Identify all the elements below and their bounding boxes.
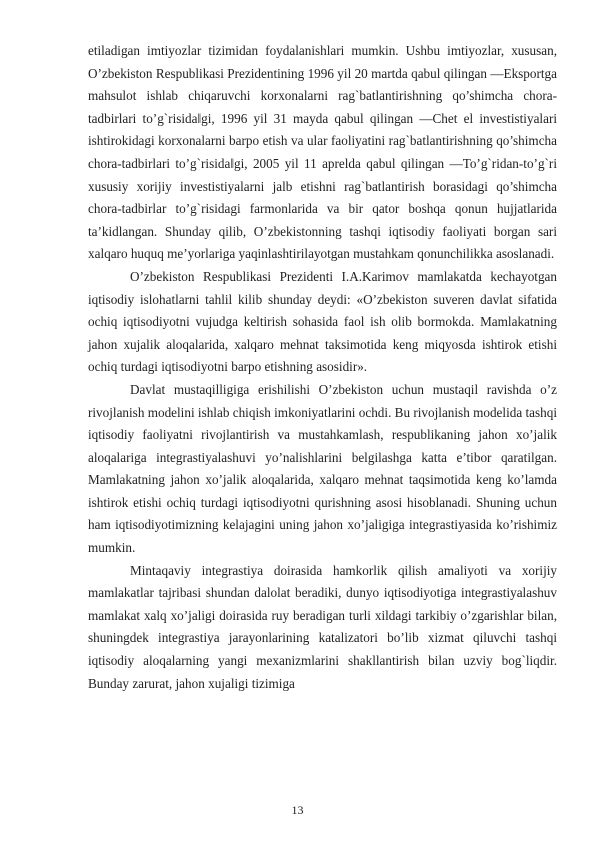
- document-body: [88, 40, 557, 695]
- paragraph-3: Davlat mustaqilligiga erishilishi O’zbekiston uchun mustaqil ravishda o’z rivojlanish modelini ishlab chiqish imkoniyatlarini ochdi. Bu rivojlanish modelida tashqi iqtisodiy faoliyatni rivojlantirish va mustahkamlash, respublikaning jahon xo’jalik aloqalariga integrastiyalashuvi yo’nalishlarini belgilashga katta e’tibor qaratilgan. Mamlakatning jahon xo’jalik aloqalarida, xalqaro mehnat taqsimotida keng ko’lamda ishtirok etishi ochiq turdagi iqtisodiyotni qurishning asosi hisoblanadi. Shuning uchun ham iqtisodiyotimizning kelajagini uning jahon xo’jaligiga integrastiyasida ko’rishimiz mumkin.: [88, 381, 557, 556]
- paragraph-1: etiladigan imtiyozlar tizimidan foydalanishlari mumkin. Ushbu imtiyozlar, xususan, O’zbekiston Respublikasi Prezidentining 1996 yil 20 martda qabul qilingan ―Eksportga mahsulot ishlab chiqaruvchi korxonalarni rag`batlantirishning qo’shimcha chora-tadbirlari to’g`risida‖gi, 1996 yil 31 mayda qabul qilingan ―Chet el investistiyalari ishtirokidagi korxonalarni barpo etish va ular faoliyatini rag`batlantirishning qo’shimcha chora-tadbirlari to’g`risida‖gi, 2005 yil 11 aprelda qabul qilingan ―To’g`ridan-to’g`ri xususiy xorijiy investistiyalarni jalb etishni rag`batlantirish borasidagi qo’shimcha chora-tadbirlar to’g`risidagi farmonlarida va bir qator boshqa qonun hujjatlarida ta’kidlangan. Shunday qilib, O’zbekistonning tashqi iqtisodiy faoliyati borgan sari xalqaro huquq me’yorlariga yaqinlashtirilayotgan mustahkam qonunchilikka asoslanadi.: [88, 43, 557, 262]
- page-number: 13: [291, 803, 304, 817]
- paragraph-2: O’zbekiston Respublikasi Prezidenti I.A.Karimov mamlakatda kechayotgan iqtisodiy islohatlarni tahlil kilib shunday deydi: «O’zbekiston suveren davlat sifatida ochiq iqtisodiyotni vujudga keltirish sohasida faol ish olib bormokda. Mamlakatning jahon xujalik aloqalarida, xalqaro mehnat taksimotida keng miqyosda ishtirok etishi ochiq turdagi iqtisodiyotni barpo etishning asosidir».: [88, 268, 557, 375]
- paragraph-4: Mintaqaviy integrastiya doirasida hamkorlik qilish amaliyoti va xorijiy mamlakatlar tajribasi shundan dalolat beradiki, dunyo iqtisodiyotiga integrastiyalashuv mamlakat xalq xo’jaligi doirasida ruy beradigan turli xildagi tarkibiy o’zgarishlar bilan, shuningdek integrastiya jarayonlarining katalizatori bo’lib xizmat qiluvchi tashqi iqtisodiy aloqalarning yangi mexanizmlarini shakllantirish bilan uzviy bog`liqdir. Bunday zarurat, jahon xujaligi tizimiga: [88, 562, 557, 691]
